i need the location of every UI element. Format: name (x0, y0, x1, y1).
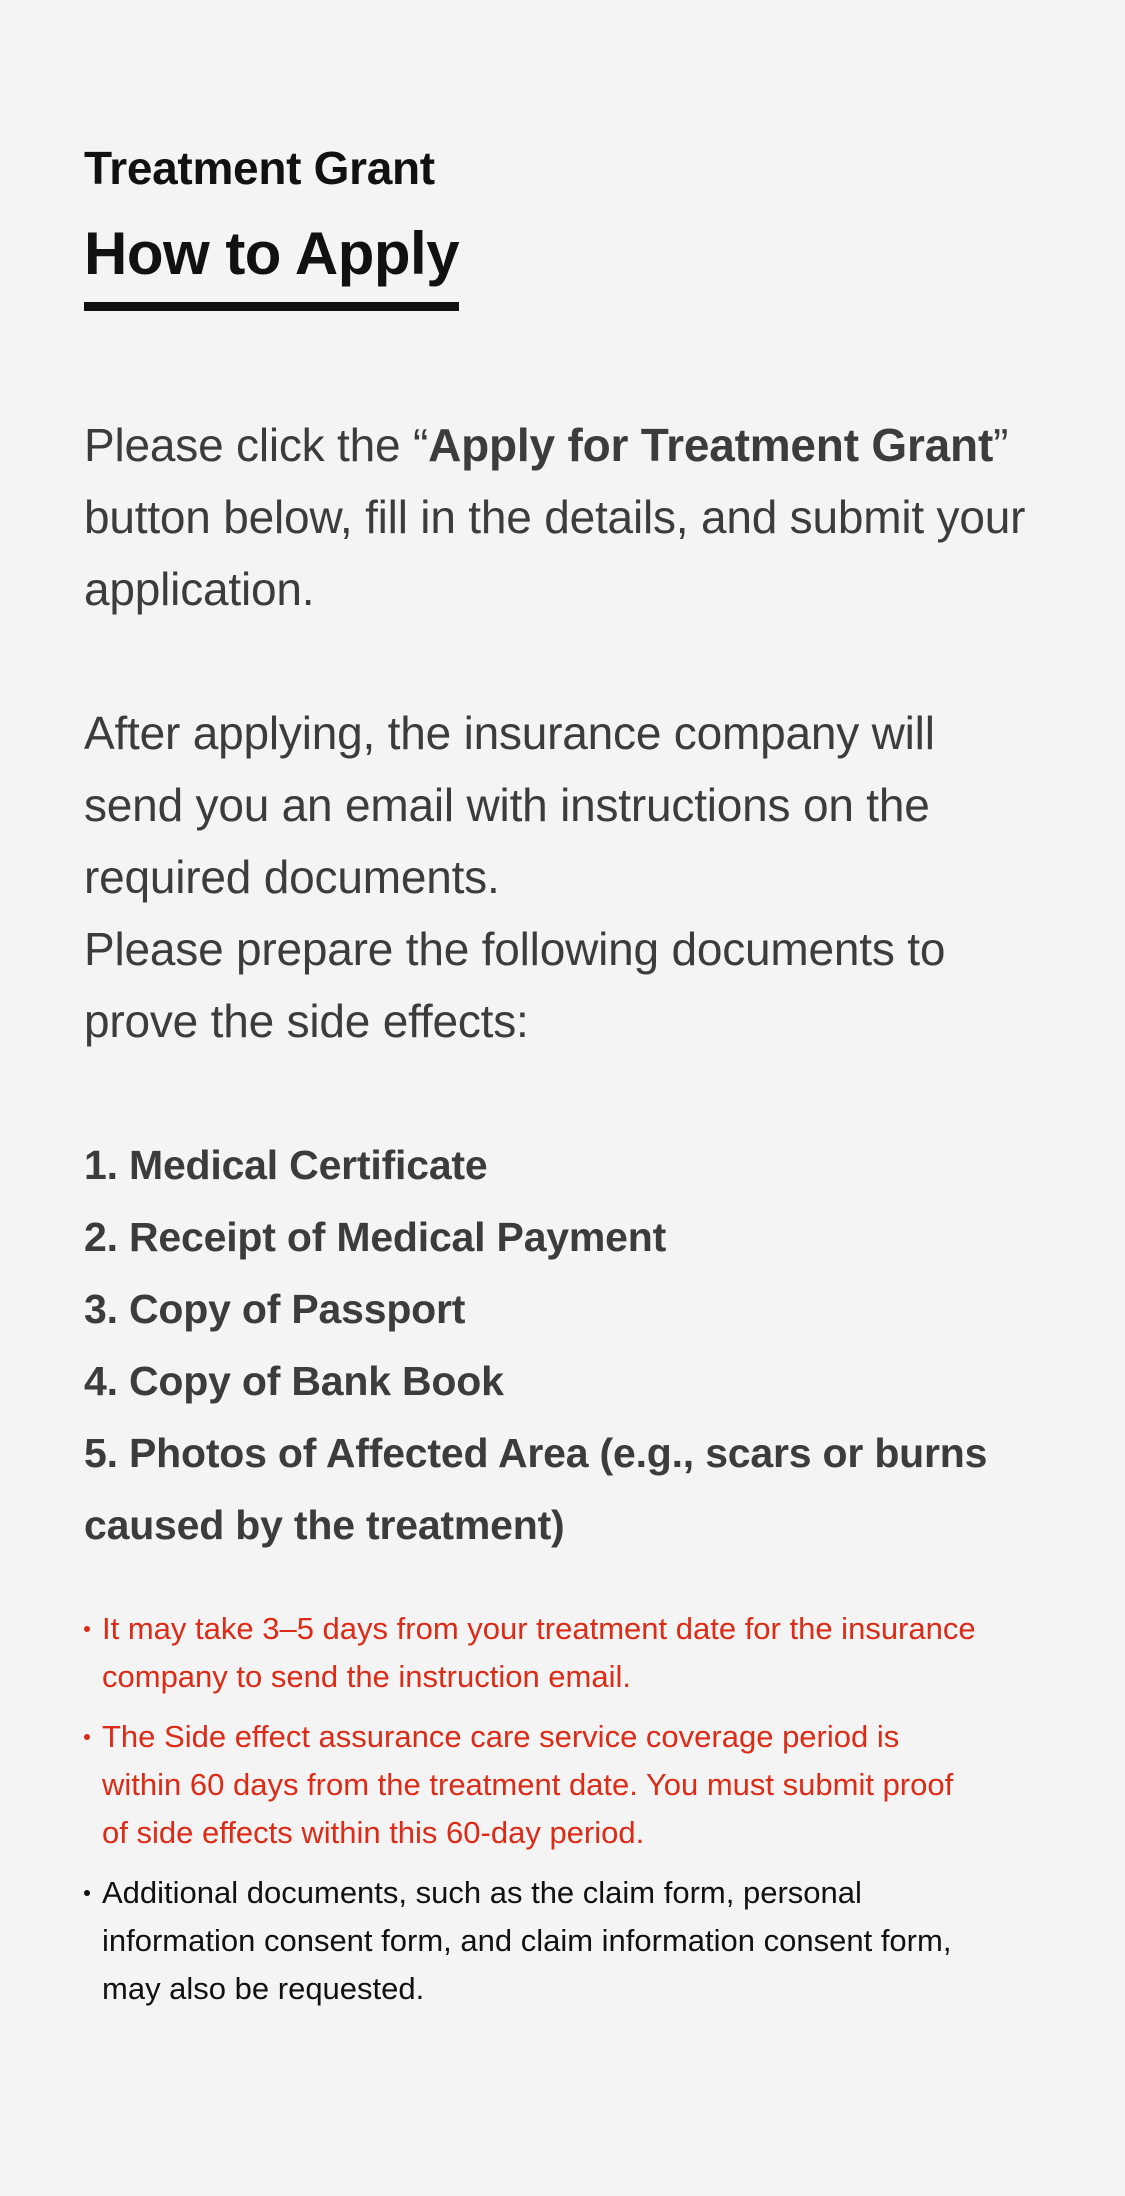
document-item: 2. Receipt of Medical Payment (84, 1214, 667, 1260)
note-text: The Side effect assurance care service coverage period is within 60 days from the treatment date. You must submit proof of side effects within this 60-day period. (102, 1719, 954, 1850)
prepare-documents-text: Please prepare the following documents to prove the side effects: (84, 923, 946, 1047)
intro-text-end: ” button below, fill in the details, and submit your application. (84, 419, 1026, 615)
note-text: Additional documents, such as the claim form, personal information consent form, and claim information consent form, may also be requested. (102, 1875, 952, 2006)
how-to-apply-section (84, 140, 1044, 2025)
bullet-dot-icon (84, 1626, 90, 1632)
title-underline-wrapper (84, 220, 459, 311)
paragraph-spacer (84, 625, 1044, 697)
document-item: 3. Copy of Passport (84, 1286, 466, 1332)
page-title: How to Apply (84, 220, 460, 287)
instructions-body (84, 409, 1044, 1057)
note-item-warning (84, 1605, 984, 1701)
section-eyebrow: Treatment Grant (84, 142, 435, 194)
bullet-dot-icon (84, 1734, 90, 1740)
intro-text-start: Please click the “ (84, 419, 429, 471)
note-item-warning (84, 1713, 984, 1857)
notes-list (84, 1605, 984, 2013)
note-text: It may take 3–5 days from your treatment date for the insurance company to send the instruction email. (102, 1611, 976, 1694)
intro-paragraph (84, 409, 1044, 625)
bullet-dot-icon (84, 1890, 90, 1896)
apply-button-name: Apply for Treatment Grant (428, 419, 994, 471)
document-item: 1. Medical Certificate (84, 1142, 488, 1188)
required-documents-list (84, 1129, 1044, 1561)
document-item: 4. Copy of Bank Book (84, 1358, 504, 1404)
note-item-info (84, 1869, 984, 2013)
email-instructions-text: After applying, the insurance company will send you an email with instructions on the required documents. (84, 707, 935, 903)
document-item: 5. Photos of Affected Area (e.g., scars or burns caused by the treatment) (84, 1430, 988, 1548)
